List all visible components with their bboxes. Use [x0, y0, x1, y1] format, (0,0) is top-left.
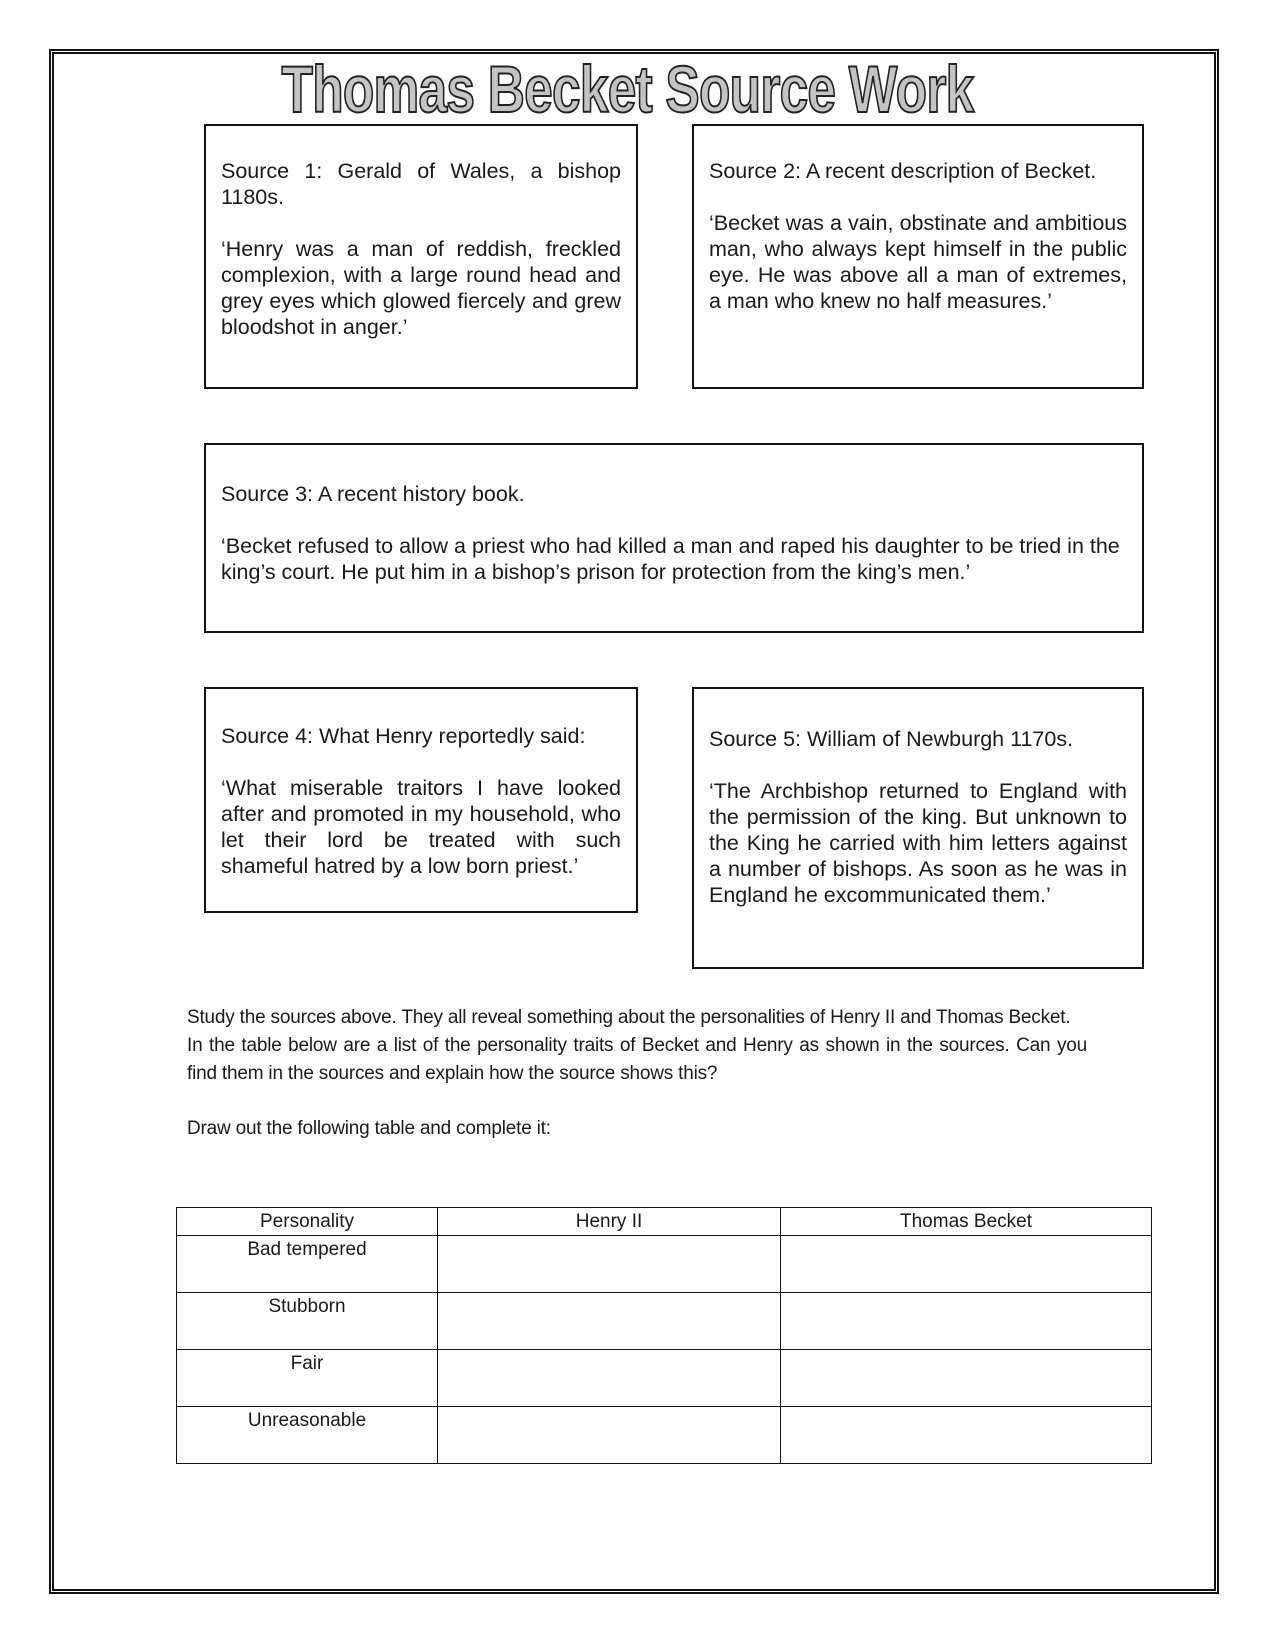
source-5-box — [692, 687, 1144, 969]
instructions-paragraph-2: In the table below are a list of the personality traits of Becket and Henry as shown in the sources. Can you find them in the sources and explain how the source shows this? — [187, 1035, 1087, 1084]
source-1-quote: ‘Henry was a man of reddish, freckled complexion, with a large round head and grey eyes which glowed fiercely and grew bloodshot in anger.’ — [221, 237, 621, 339]
trait-cell: Unreasonable — [177, 1407, 438, 1464]
header-personality: Personality — [177, 1208, 438, 1236]
source-2-box — [692, 124, 1144, 389]
table-header-row — [177, 1208, 1152, 1236]
source-2-heading: Source 2: A recent description of Becket. — [709, 159, 1097, 183]
henry-answer-cell[interactable] — [438, 1293, 781, 1350]
trait-cell: Fair — [177, 1350, 438, 1407]
personality-traits-table — [176, 1207, 1152, 1464]
source-3-quote: ‘Becket refused to allow a priest who had killed a man and raped his daughter to be tried in the king’s court. He put him in a bishop’s prison for protection from the king’s men.’ — [221, 534, 1120, 584]
henry-answer-cell[interactable] — [438, 1236, 781, 1293]
henry-answer-cell[interactable] — [438, 1407, 781, 1464]
becket-answer-cell[interactable] — [781, 1236, 1152, 1293]
source-4-heading: Source 4: What Henry reportedly said: — [221, 724, 586, 748]
becket-answer-cell[interactable] — [781, 1350, 1152, 1407]
source-4-quote: ‘What miserable traitors I have looked after and promoted in my household, who let their lord be treated with such shameful hatred by a low born priest.’ — [221, 776, 621, 878]
instructions — [187, 1004, 1087, 1143]
becket-answer-cell[interactable] — [781, 1407, 1152, 1464]
source-1-box — [204, 124, 638, 389]
instructions-paragraph-1: Study the sources above. They all reveal something about the personalities of Henry II and Thomas Becket. — [187, 1007, 1071, 1028]
source-1-heading: Source 1: Gerald of Wales, a bishop 1180s. — [221, 159, 621, 209]
table-row — [177, 1350, 1152, 1407]
header-thomas-becket: Thomas Becket — [781, 1208, 1152, 1236]
source-5-heading: Source 5: William of Newburgh 1170s. — [709, 727, 1074, 751]
table-row — [177, 1293, 1152, 1350]
source-5-quote: ‘The Archbishop returned to England with the permission of the king. But unknown to the King he carried with him letters against a number of bishops. As soon as he was in England he excommunicated them.’ — [709, 779, 1127, 907]
table-row — [177, 1236, 1152, 1293]
trait-cell: Bad tempered — [177, 1236, 438, 1293]
source-2-quote: ‘Becket was a vain, obstinate and ambitious man, who always kept himself in the public eye. He was above all a man of extremes, a man who knew no half measures.’ — [709, 211, 1127, 313]
table-row — [177, 1407, 1152, 1464]
instructions-paragraph-3: Draw out the following table and complete it: — [187, 1118, 551, 1139]
page-title: Thomas Becket Source Work — [281, 52, 974, 126]
header-henry-ii: Henry II — [438, 1208, 781, 1236]
henry-answer-cell[interactable] — [438, 1350, 781, 1407]
trait-cell: Stubborn — [177, 1293, 438, 1350]
source-3-box — [204, 443, 1144, 633]
becket-answer-cell[interactable] — [781, 1293, 1152, 1350]
source-4-box — [204, 687, 638, 913]
source-3-heading: Source 3: A recent history book. — [221, 482, 525, 506]
